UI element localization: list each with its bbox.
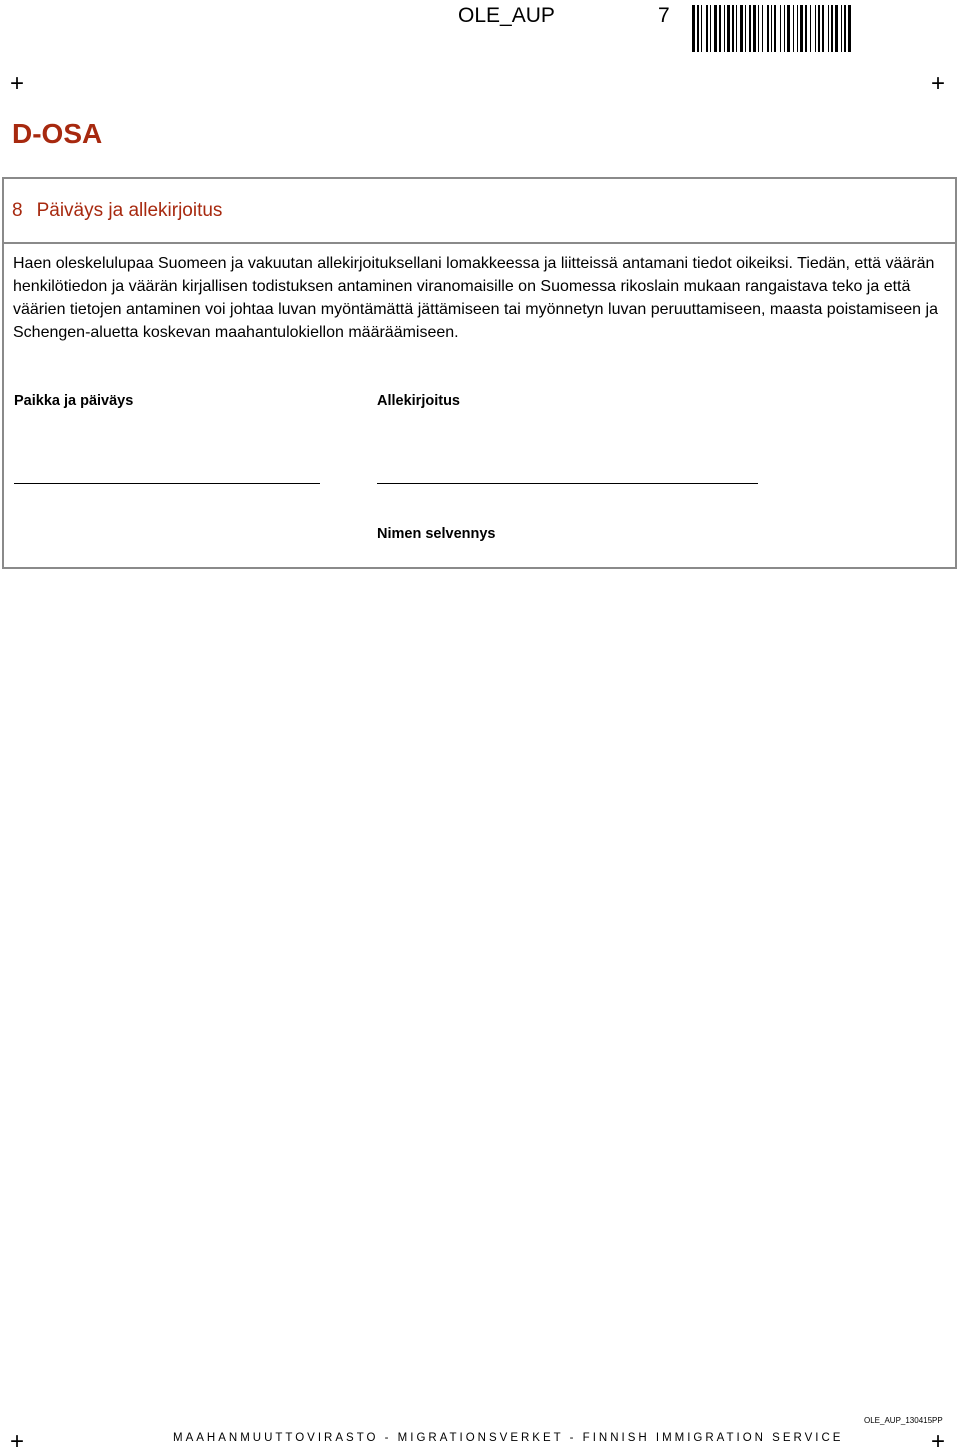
registration-mark-icon: + — [931, 1428, 946, 1455]
barcode-icon — [692, 5, 920, 52]
form-version-code: OLE_AUP_130415PP — [864, 1416, 943, 1425]
section-title: D-OSA — [12, 118, 103, 149]
registration-mark-icon: + — [10, 70, 25, 97]
section-number: 8 — [12, 199, 23, 221]
page-number: 7 — [658, 4, 670, 27]
signature-label: Allekirjoitus — [377, 393, 460, 409]
place-date-label: Paikka ja päiväys — [14, 393, 134, 409]
section-heading: Päiväys ja allekirjoitus — [36, 199, 223, 221]
registration-mark-icon: + — [10, 1428, 25, 1455]
signature-field[interactable] — [377, 483, 758, 484]
registration-mark-icon: + — [931, 70, 946, 97]
place-date-field[interactable] — [14, 483, 320, 484]
name-clarification-label: Nimen selvennys — [377, 526, 496, 542]
agency-footer: MAAHANMUUTTOVIRASTO - MIGRATIONSVERKET - FINNISH IMMIGRATION SERVICE — [173, 1432, 844, 1444]
declaration-text: Haen oleskelulupaa Suomeen ja vakuutan allekirjoituksellani lomakkeessa ja liitteissä antamani tiedot oikeiksi. Tiedän, että väärän henkilötiedon ja väärän kirjallisen todistuksen antaminen viranomaisille on Suomessa rikoslain mukaan rangaistava teko ja että väärien tietojen antaminen voi johtaa luvan myöntämättä jättämiseen tai myönnetyn luvan peruuttamiseen, maasta poistamiseen ja Schengen-aluetta koskevan maahantulokiellon määräämiseen. — [13, 255, 938, 341]
section-header — [4, 179, 955, 244]
signature-section — [2, 177, 957, 569]
form-code: OLE_AUP — [458, 4, 555, 27]
